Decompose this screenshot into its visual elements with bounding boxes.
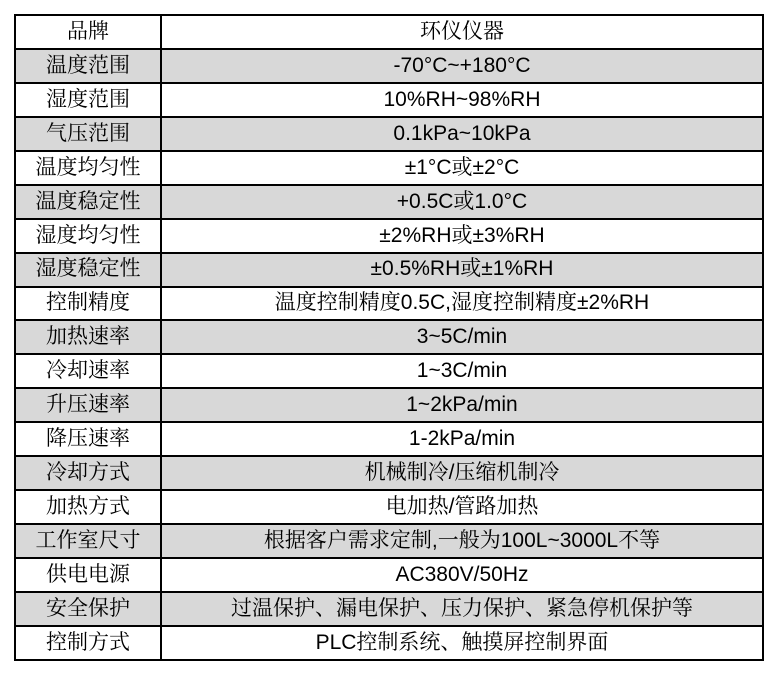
spec-label: 湿度范围	[15, 83, 161, 117]
spec-label: 冷却方式	[15, 456, 161, 490]
spec-value: 环仪仪器	[161, 15, 763, 49]
spec-value: +0.5C或1.0°C	[161, 185, 763, 219]
table-row	[15, 626, 763, 660]
spec-value: AC380V/50Hz	[161, 558, 763, 592]
table-row	[15, 592, 763, 626]
table-row	[15, 354, 763, 388]
spec-table-container	[14, 14, 764, 661]
table-row	[15, 422, 763, 456]
table-row	[15, 320, 763, 354]
spec-label: 安全保护	[15, 592, 161, 626]
spec-value: ±2%RH或±3%RH	[161, 219, 763, 253]
spec-value: 电加热/管路加热	[161, 490, 763, 524]
spec-value: 1~2kPa/min	[161, 388, 763, 422]
spec-label: 工作室尺寸	[15, 524, 161, 558]
spec-value: 温度控制精度0.5C,湿度控制精度±2%RH	[161, 287, 763, 321]
table-row	[15, 388, 763, 422]
spec-value: 根据客户需求定制,一般为100L~3000L不等	[161, 524, 763, 558]
spec-value: ±1°C或±2°C	[161, 151, 763, 185]
spec-value: PLC控制系统、触摸屏控制界面	[161, 626, 763, 660]
spec-label: 加热方式	[15, 490, 161, 524]
table-row	[15, 49, 763, 83]
spec-label: 控制方式	[15, 626, 161, 660]
table-row	[15, 117, 763, 151]
spec-table-body	[15, 15, 763, 660]
product-spec-table	[14, 14, 764, 661]
spec-value: ±0.5%RH或±1%RH	[161, 253, 763, 287]
table-row	[15, 524, 763, 558]
table-row	[15, 83, 763, 117]
table-row	[15, 287, 763, 321]
spec-value: 1-2kPa/min	[161, 422, 763, 456]
table-row	[15, 151, 763, 185]
table-row	[15, 219, 763, 253]
spec-value: 1~3C/min	[161, 354, 763, 388]
spec-label: 气压范围	[15, 117, 161, 151]
spec-value: 10%RH~98%RH	[161, 83, 763, 117]
spec-label: 温度范围	[15, 49, 161, 83]
table-row	[15, 558, 763, 592]
spec-label: 温度稳定性	[15, 185, 161, 219]
table-row	[15, 490, 763, 524]
spec-label: 供电电源	[15, 558, 161, 592]
table-row	[15, 456, 763, 490]
spec-label: 冷却速率	[15, 354, 161, 388]
table-row	[15, 185, 763, 219]
spec-label: 控制精度	[15, 287, 161, 321]
spec-value: -70°C~+180°C	[161, 49, 763, 83]
table-row	[15, 15, 763, 49]
table-row	[15, 253, 763, 287]
spec-label: 品牌	[15, 15, 161, 49]
spec-label: 湿度均匀性	[15, 219, 161, 253]
spec-value: 过温保护、漏电保护、压力保护、紧急停机保护等	[161, 592, 763, 626]
spec-value: 0.1kPa~10kPa	[161, 117, 763, 151]
spec-value: 3~5C/min	[161, 320, 763, 354]
spec-value: 机械制冷/压缩机制冷	[161, 456, 763, 490]
spec-label: 湿度稳定性	[15, 253, 161, 287]
spec-label: 升压速率	[15, 388, 161, 422]
spec-label: 降压速率	[15, 422, 161, 456]
spec-label: 温度均匀性	[15, 151, 161, 185]
spec-label: 加热速率	[15, 320, 161, 354]
